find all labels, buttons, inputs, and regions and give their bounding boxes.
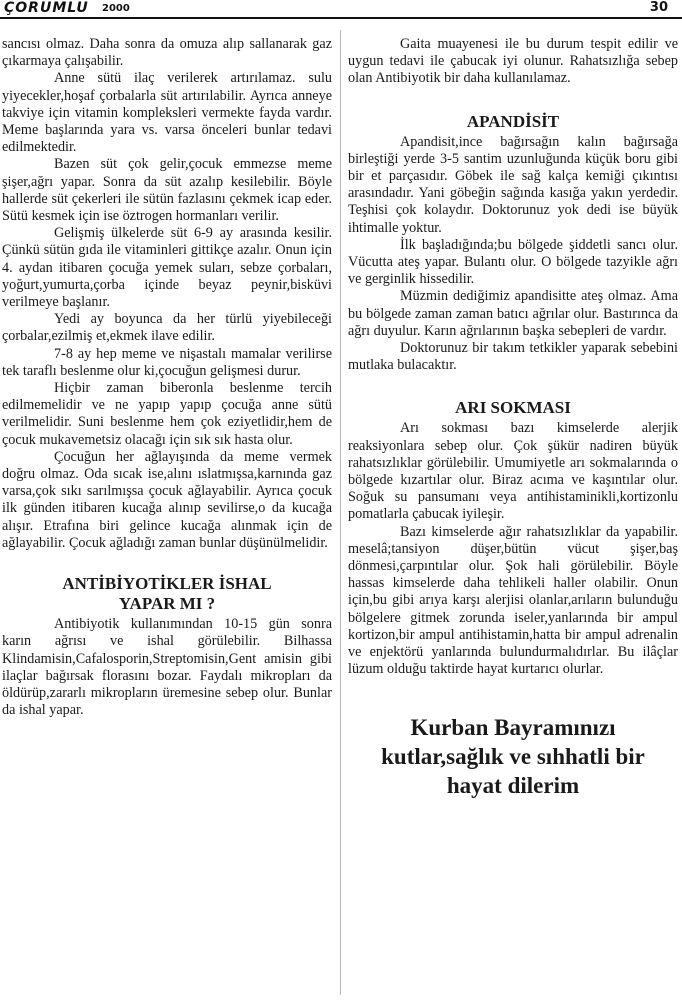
paragraph: sancısı olmaz. Daha sonra da omuza alıp sallanarak gaz çıkarmaya çalışabilir. (2, 36, 332, 70)
heading-line: YAPAR MI ? (118, 594, 216, 614)
section-heading-ari-sokmasi: ARI SOKMASI (455, 398, 571, 418)
paragraph: Doktorunuz bir takım tetkikler yaparak sebebini mutlaka bulacaktır. (348, 340, 678, 374)
section-heading-antibiyotik (2, 574, 332, 614)
paragraph: Gelişmiş ülkelerde süt 6-9 ay arasında kesilir. Çünkü sütün gıda ile vitaminleri gittikçe azalır. Onun için 4. aydan itibaren çocuğa yemek suları, sebze çorbaları, yoğurt,yumurta,çorba içinde beyaz peynir,bisküvi verilmeye başlanır. (2, 225, 332, 311)
section-heading-apandisit: APANDİSİT (466, 111, 560, 131)
paragraph: Çocuğun her ağlayışında da meme vermek doğru olmaz. Oda sıcak ise,alını ıslatmışsa,karnında gaz varsa,çok sıkı sarılmışsa çocuk ağlayabilir. Ayrıca çocuk ilk günden itibaren kucağa alınıp sevilirse,o da kucağa alışır. Etrafına biri gelince kucağa alınmak için de ağlayabilir. Çocuk ağladığı zaman bunlar düşünülmelidir. (2, 448, 332, 551)
magazine-logo: ÇORUMLU (4, 0, 89, 16)
page-number: 30 (649, 0, 668, 15)
paragraph: Anne sütü ilaç verilerek artırılamaz. sulu yiyecekler,hoşaf çorbalarla süt artırılabilir. Ayrıca anneye takviye için vitamin kompleksleri vermekte fayda vardır. Meme başlarında yara vs. varsa önceleri bunlar tedavi edilmektedir. (2, 70, 332, 156)
left-column (2, 36, 332, 719)
issue-year: 2000 (102, 3, 130, 14)
paragraph: Apandisit,ince bağırsağın kalın bağırsağa birleştiği yerde 3-5 santim uzunluğunda küçük boru gibi bir et parçasıdır. Göbek ile sağ kalça kemiği çıkıntısı arasındadır. Yani göbeğin sağında kasığa yakın yerdedir. Teşhisi çok kolaydır. Doktorunuz yok dedi ise büyük ihtimalle yoktur. (348, 133, 678, 236)
paragraph: Gaita muayenesi ile bu durum tespit edilir ve uygun tedavi ile çabucak iyi olunur. Rahatsızlığa sebep olan Antibiyotik bir daha kullanılamaz. (348, 36, 678, 87)
paragraph: Hiçbir zaman biberonla beslenme tercih edilmemelidir ve ne yapıp yapıp çocuğa anne sütü verilmelidir. Suni beslenme hem çok eziyetlidir,hem de çocuk mukavemetsiz olacağı için sık sık hasta olur. (2, 380, 332, 448)
greeting-line: Kurban Bayramınızı (410, 714, 616, 740)
right-column (348, 36, 678, 800)
paragraph: İlk başladığında;bu bölgede şiddetli sancı olur. Vücutta ateş yapar. Bulantı olur. O bölgede tazyikle ağrı ve gerginlik hissedilir. (348, 236, 678, 288)
paragraph: Antibiyotik kullanımından 10-15 gün sonra karın ağrısı ve ishal görülebilir. Bilhassa Klindamisin,Cafalosporin,Streptomisin,Gent amisin gibi ilaçlar bağırsak florasını bozar. Faydalı mikropları da öldürüp,zararlı mikropların üremesine sebep olur. Bunlar da ishal yapar. (2, 616, 332, 719)
paragraph: 7-8 ay hep meme ve nişastalı mamalar verilirse tek taraflı beslenme olur ki,çocuğun gelişmesi durur. (2, 345, 332, 379)
paragraph: Bazen süt çok gelir,çocuk emmezse meme şişer,ağrı yapar. Sonra da süt azalıp kesilebilir. Böyle hallerde süt çekerleri ile sütün fazlasını çekmek icap eder. Sütü kesmek için ise öztrogen hormanları verilir. (2, 156, 332, 225)
paragraph: Bazı kimselerde ağır rahatsızlıklar da yapabilir. meselâ;tansiyon düşer,bütün vücut şişer,baş dönmesi,çarpıntılar olur. Şok hali görülebilir. Böyle hassas kimselerde daha tehlikeli haller olabilir. Onun için,bu gibi arıya karşı alerjisi olanlar,arıların bulunduğu bölgelere gitmek zorunda iseler,yanlarında bir ampul kortizon,bir ampul antihistamin,hatta bir ampul adrenalin ve enjektörü yanlarında bulundurmalıdırlar. Bu ilâçlar lüzum olduğu taktirde hayat kurtarıcı olurlar. (348, 523, 678, 678)
greeting-line: kutlar,sağlık ve sıhhatli bir (381, 743, 645, 769)
column-divider (340, 30, 341, 995)
page-header (0, 0, 682, 20)
greeting-line: hayat dilerim (446, 772, 580, 798)
header-rule (0, 17, 682, 19)
heading-line: ANTİBİYOTİKLER İSHAL (62, 574, 272, 594)
paragraph: Müzmin dediğimiz apandisitte ateş olmaz. Ama bu bölgede zaman zaman batıcı ağrılar olur. Bastırınca da ağrı duyulur. Karın ağrılarının başka sebepleri de vardır. (348, 288, 678, 339)
holiday-greeting (348, 713, 678, 800)
paragraph: Arı sokması bazı kimselerde alerjik reaksiyonlara sebep olur. Çok şükür nadiren büyük rahatsızlıklar görülebilir. Umumiyetle arı sokmalarında o bölgede kızartılar olur. Biraz acıma ve kaşıntılar olur. Soğuk su pansumanı veya antihistaminikli,kortizonlu pomatlarla çabucak iyileşir. (348, 420, 678, 523)
paragraph: Yedi ay boyunca da her türlü yiyebileceği çorbalar,ezilmiş et,ekmek ilave edilir. (2, 311, 332, 345)
